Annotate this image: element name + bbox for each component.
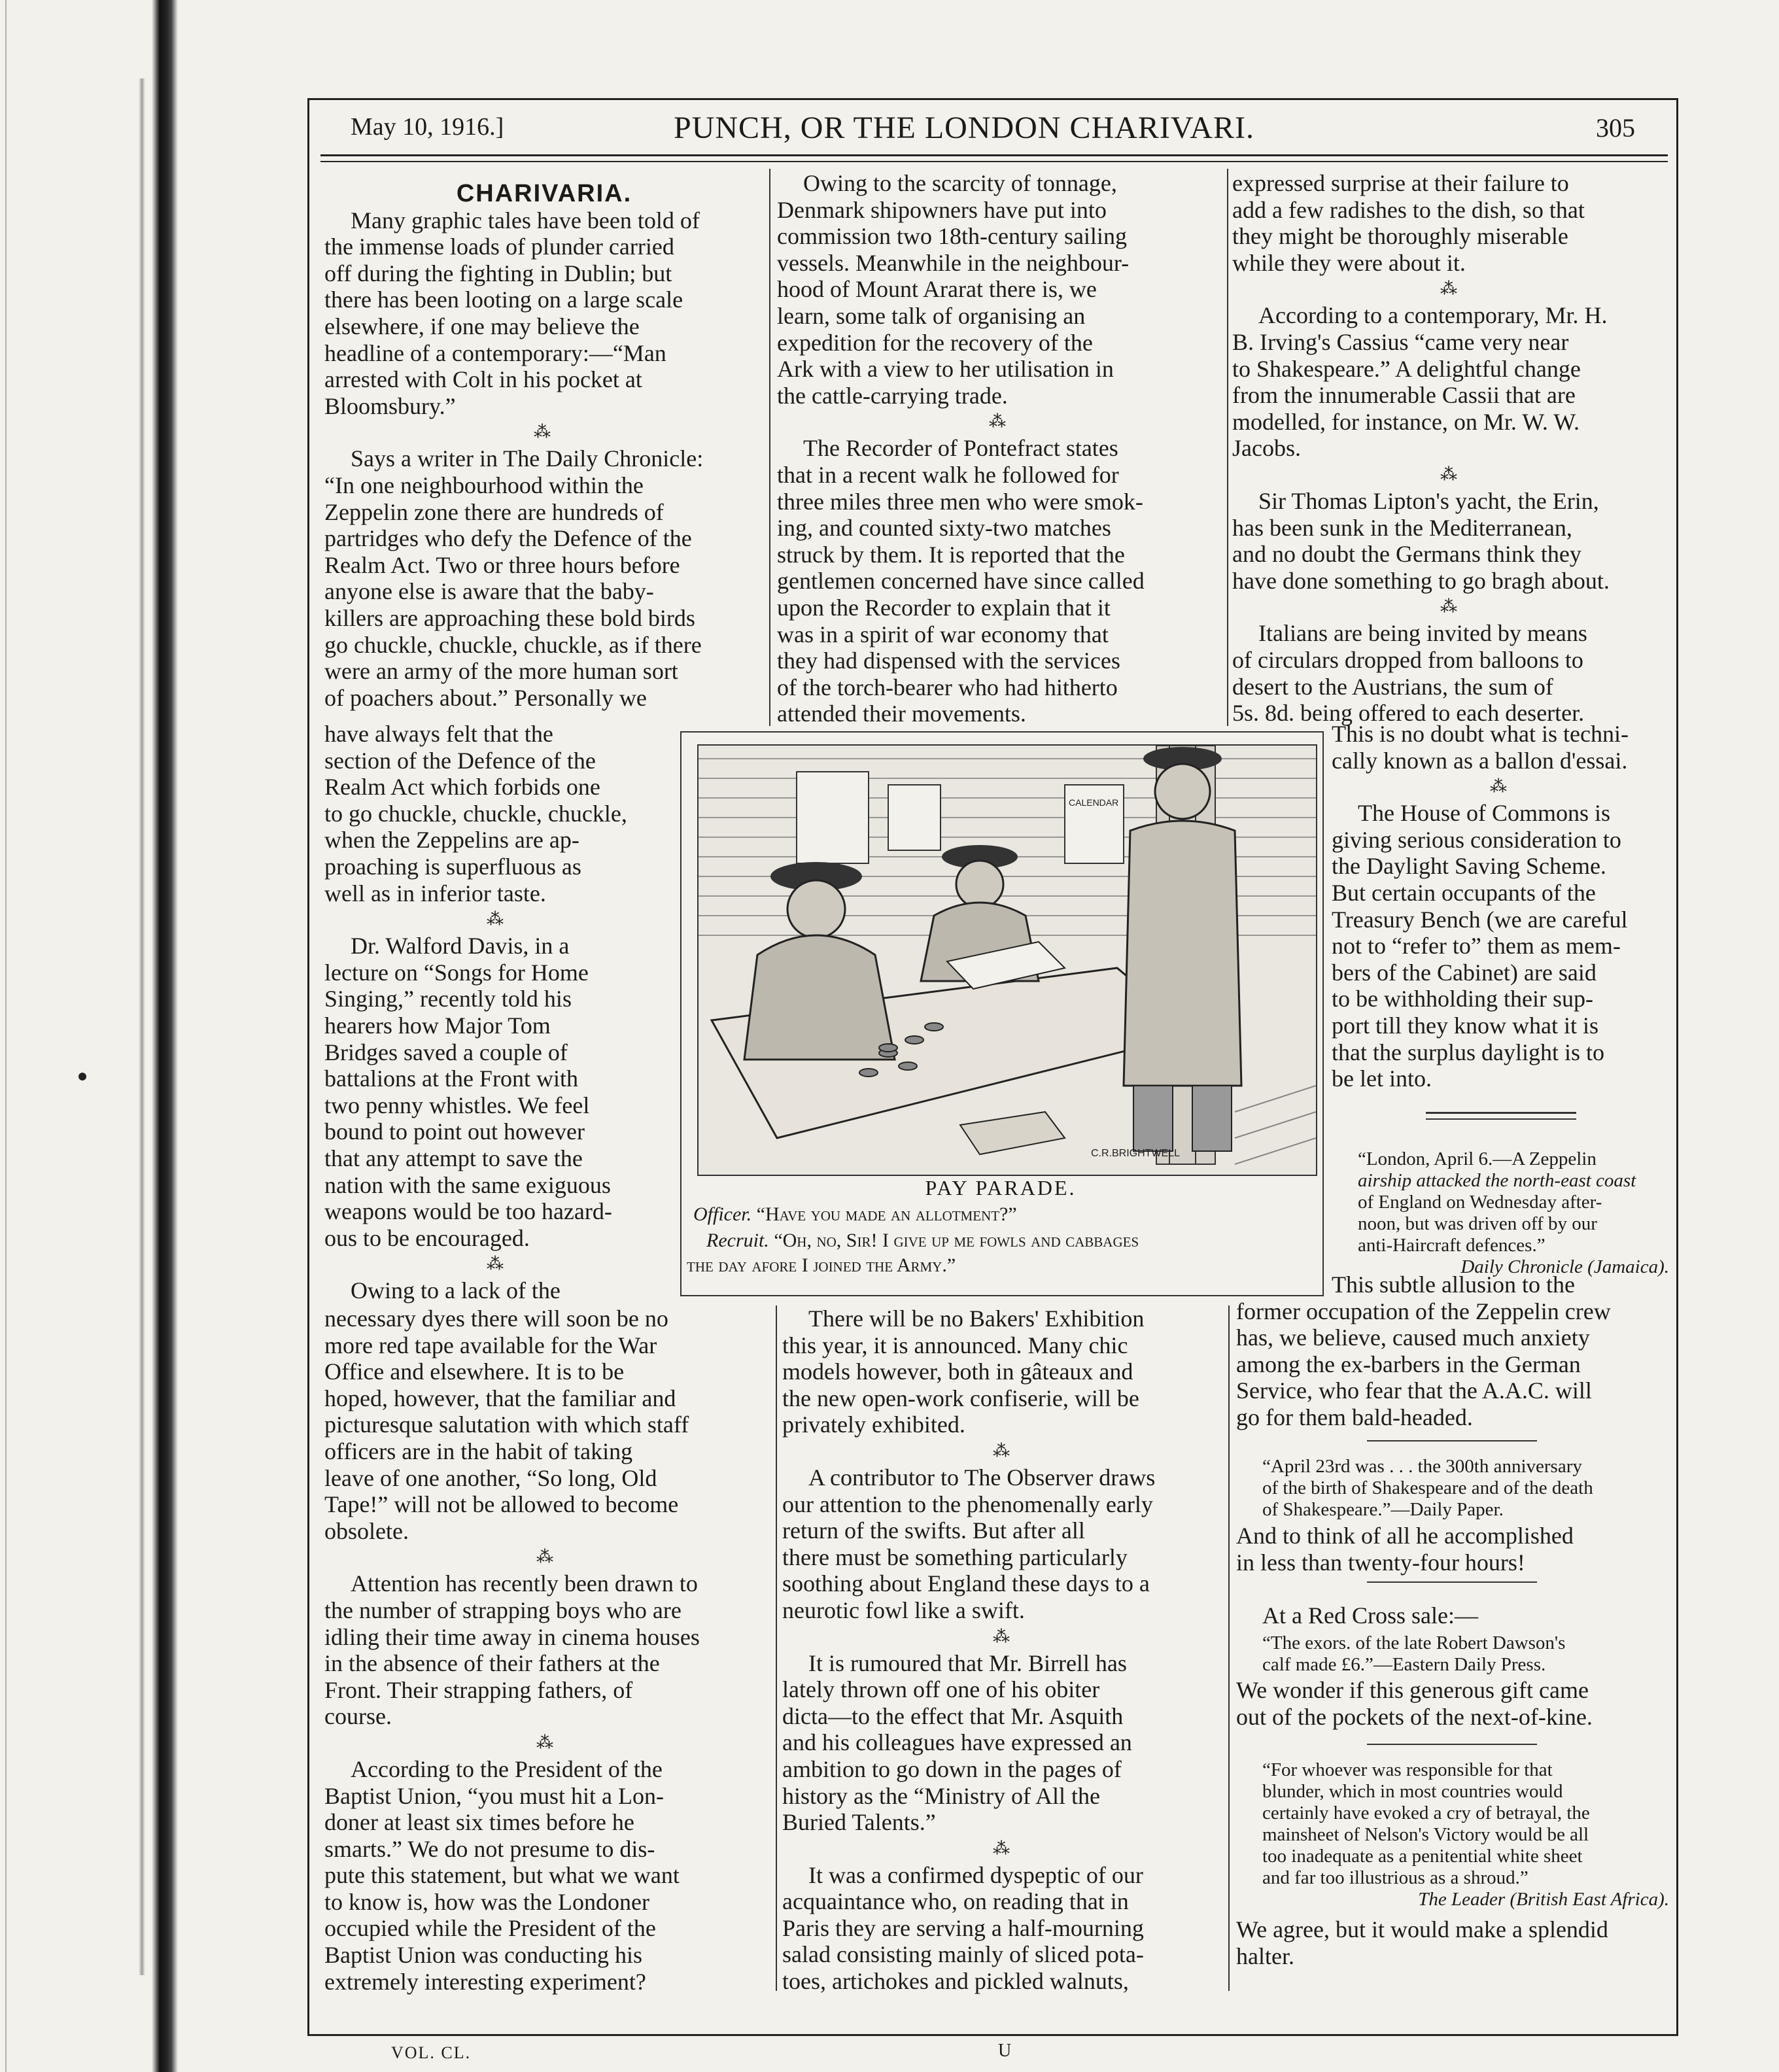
- line: hoped, however, that the familiar and: [324, 1385, 676, 1411]
- quote-line: certainly have evoked a cry of betrayal, the: [1262, 1803, 1590, 1823]
- item-walford-davis: [324, 933, 670, 1251]
- cartoon-caption-line-3: [687, 1254, 956, 1277]
- quote-line: and far too illustrious as a shroud.”: [1262, 1867, 1529, 1888]
- line: Says a writer in The Daily Chronicle:: [351, 445, 704, 472]
- page-edge-shadow: [5, 0, 7, 2072]
- quote-line: of Shakespeare.”—Daily Paper.: [1262, 1499, 1504, 1520]
- quote-source: Daily Chronicle (Jamaica).: [1460, 1256, 1669, 1277]
- cartoon-title: PAY PARADE.: [925, 1176, 1077, 1200]
- item-halter: [1236, 1916, 1669, 1969]
- line: leave of one another, “So long, Old: [324, 1464, 657, 1491]
- line: this year, it is announced. Many chic: [782, 1332, 1128, 1358]
- line: attended their movements.: [777, 700, 1026, 727]
- line: be let into.: [1332, 1065, 1432, 1092]
- item-daylight-saving: [1332, 800, 1669, 1092]
- line: arrested with Colt in his pocket at: [324, 366, 642, 393]
- line: port till they know what it is: [1332, 1012, 1598, 1039]
- line: was in a spirit of war economy that: [777, 621, 1109, 648]
- line: vessels. Meanwhile in the neighbour-: [777, 249, 1130, 276]
- line: Realm Act. Two or three hours before: [324, 551, 680, 578]
- line: “In one neighbourhood within the: [324, 472, 644, 498]
- header-rule-thin: [320, 161, 1668, 162]
- asterism: ⁂: [993, 1441, 1014, 1460]
- line: the immense loads of plunder carried: [324, 233, 674, 260]
- rule-short: [1367, 1440, 1537, 1442]
- line: Sir Thomas Lipton's yacht, the Erin,: [1258, 487, 1599, 514]
- quote-line: blunder, which in most countries would: [1262, 1781, 1563, 1802]
- line: of poachers about.” Personally we: [324, 684, 647, 711]
- line: According to the President of the: [351, 1755, 663, 1782]
- line: two penny whistles. We feel: [324, 1092, 590, 1118]
- line: Baptist Union, “you must hit a Lon-: [324, 1782, 664, 1809]
- line: It is rumoured that Mr. Birrell has: [808, 1649, 1127, 1676]
- line: extremely interesting experiment?: [324, 1968, 646, 1995]
- line: salad consisting mainly of sliced pota-: [782, 1941, 1144, 1968]
- column-rule-1-lower: [776, 1305, 777, 1991]
- cartoon-drawing: [699, 746, 1316, 1175]
- line: headline of a contemporary:—“Man: [324, 339, 666, 366]
- line: three miles three men who were smok-: [777, 488, 1143, 515]
- quote-line: too inadequate as a penitential white sheet: [1262, 1846, 1583, 1867]
- running-date: May 10, 1916.]: [351, 113, 504, 141]
- line: and no doubt the Germans think they: [1232, 541, 1581, 568]
- line: We wonder if this generous gift came: [1236, 1677, 1589, 1703]
- quote-line: calf made £6.”—Eastern Daily Press.: [1262, 1654, 1546, 1675]
- quote-source: The Leader (British East Africa).: [1418, 1889, 1669, 1910]
- line: the number of strapping boys who are: [324, 1597, 682, 1623]
- asterism: ⁂: [536, 1547, 557, 1567]
- line: bound to point out however: [324, 1118, 585, 1145]
- line: battalions at the Front with: [324, 1065, 578, 1092]
- line: and his colleagues have expressed an: [782, 1729, 1132, 1756]
- quote-line: of England on Wednesday after-: [1358, 1192, 1602, 1213]
- line: ing, and counted sixty-two matches: [777, 515, 1111, 542]
- header-rule: [320, 154, 1668, 156]
- speaker-officer: Officer.: [693, 1203, 752, 1225]
- quote-line: noon, but was driven off by our: [1358, 1213, 1597, 1234]
- section-heading: CHARIVARIA.: [456, 180, 632, 207]
- line: It was a confirmed dyspeptic of our: [808, 1861, 1143, 1888]
- asterism: ⁂: [993, 1839, 1014, 1858]
- line: former occupation of the Zeppelin crew: [1236, 1298, 1611, 1324]
- recruit-dialogue: “Oh, no, Sir! I give up me fowls and cabbages: [774, 1230, 1139, 1251]
- cartoon-illustration: [697, 744, 1317, 1176]
- line: We agree, but it would make a splendid: [1236, 1916, 1608, 1943]
- line: course.: [324, 1703, 392, 1730]
- punch-hole-mark: [78, 1073, 86, 1080]
- line: Denmark shipowners have put into: [777, 196, 1107, 223]
- running-title: PUNCH, OR THE LONDON CHARIVARI.: [674, 111, 1254, 145]
- double-rule-top: [1426, 1112, 1576, 1114]
- quote-dawson: [1236, 1632, 1669, 1676]
- column-1-lower: [324, 1305, 769, 1995]
- line: learn, some talk of organising an: [777, 302, 1086, 329]
- line: smarts.” We do not presume to dis-: [324, 1835, 655, 1862]
- line: Jacobs.: [1232, 435, 1301, 462]
- item-red-cross: [1236, 1602, 1669, 1629]
- line: that any attempt to save the: [324, 1145, 583, 1171]
- line: in less than twenty-four hours!: [1236, 1549, 1525, 1576]
- line: But certain occupants of the: [1332, 879, 1596, 906]
- line: from the innumerable Cassii that are: [1232, 382, 1576, 409]
- line: not to “refer to” them as mem-: [1332, 933, 1621, 959]
- line: section of the Defence of the: [324, 747, 596, 774]
- line: anyone else is aware that the baby-: [324, 578, 654, 605]
- quote-line: “London, April 6.—A Zeppelin: [1358, 1148, 1597, 1169]
- line: history as the “Ministry of All the: [782, 1782, 1100, 1809]
- column-rule-2-upper: [1227, 169, 1228, 726]
- item-italians: [1232, 620, 1669, 726]
- speaker-recruit: Recruit.: [706, 1230, 769, 1251]
- item-lipton: [1232, 488, 1669, 594]
- line: killers are approaching these bold birds: [324, 604, 695, 631]
- line: This is no doubt what is techni-: [1332, 721, 1629, 747]
- line: Attention has recently been drawn to: [351, 1570, 698, 1597]
- line: acquaintance who, on reading that in: [782, 1888, 1129, 1915]
- quote-line: of the birth of Shakespeare and of the death: [1262, 1477, 1593, 1498]
- line: models however, both in gâteaux and: [782, 1358, 1133, 1385]
- line: Dr. Walford Davis, in a: [351, 933, 570, 959]
- line: hood of Mount Ararat there is, we: [777, 276, 1097, 303]
- line: elsewhere, if one may believe the: [324, 313, 640, 339]
- line: privately exhibited.: [782, 1411, 965, 1438]
- line: that in a recent walk he followed for: [777, 461, 1119, 488]
- asterism: ⁂: [993, 1627, 1014, 1646]
- item-partridges: [324, 445, 764, 711]
- line: picturesque salutation with which staff: [324, 1411, 689, 1438]
- line: Treasury Bench (we are careful: [1332, 906, 1628, 933]
- line: At a Red Cross sale:—: [1262, 1602, 1478, 1629]
- line: of circulars dropped from balloons to: [1232, 646, 1583, 673]
- quote-line: anti-Haircraft defences.”: [1358, 1235, 1546, 1256]
- quote-zeppelin: [1332, 1148, 1669, 1278]
- line: while they were about it.: [1232, 249, 1466, 276]
- binding-shadow: [139, 78, 145, 1975]
- line: add a few radishes to the dish, so that: [1232, 196, 1585, 223]
- item-bakers: [782, 1305, 1224, 1438]
- line: Tape!” will not be allowed to become: [324, 1491, 679, 1518]
- column-3-upper: [1232, 170, 1669, 727]
- quote-line: “The exors. of the late Robert Dawson's: [1262, 1632, 1566, 1653]
- line: there must be something particularly: [782, 1544, 1128, 1570]
- rule-short: [1367, 1744, 1537, 1745]
- line: toes, artichokes and pickled walnuts,: [782, 1968, 1129, 1995]
- line: According to a contemporary, Mr. H.: [1258, 302, 1608, 329]
- line: well as in inferior taste.: [324, 880, 546, 907]
- asterism: ⁂: [989, 412, 1010, 432]
- frame-bottom-rule: [307, 2034, 1678, 2036]
- line: Service, who fear that the A.A.C. will: [1236, 1377, 1592, 1404]
- line: This subtle allusion to the: [1332, 1271, 1575, 1298]
- quote-line: “April 23rd was . . . the 300th anniversary: [1262, 1456, 1582, 1477]
- line: dicta—to the effect that Mr. Asquith: [782, 1702, 1124, 1729]
- quote-line: “For whoever was responsible for that: [1262, 1759, 1553, 1780]
- line: The Recorder of Pontefract states: [803, 435, 1118, 462]
- line: return of the swifts. But after all: [782, 1517, 1085, 1544]
- line: when the Zeppelins are ap-: [324, 827, 579, 854]
- line: 5s. 8d. being offered to each deserter.: [1232, 700, 1585, 727]
- line: obsolete.: [324, 1517, 409, 1544]
- line: doner at least six times before he: [324, 1809, 634, 1836]
- item-tonnage: [777, 170, 1222, 409]
- item-pontefract: [777, 435, 1222, 727]
- line: commission two 18th-century sailing: [777, 223, 1127, 250]
- item-next-of-kine: [1236, 1677, 1669, 1730]
- column-1-upper: [324, 181, 764, 711]
- asterism: ⁂: [487, 1254, 508, 1274]
- column-2-upper: [777, 170, 1222, 727]
- line: proaching is superfluous as: [324, 853, 581, 880]
- line: were an army of the more human sort: [324, 658, 678, 685]
- line: upon the Recorder to explain that it: [777, 594, 1111, 621]
- line: Owing to the scarcity of tonnage,: [803, 170, 1117, 196]
- line: of the torch-bearer who had hitherto: [777, 674, 1118, 700]
- line: has been sunk in the Mediterranean,: [1232, 514, 1572, 541]
- item-plunder: [324, 207, 764, 420]
- line: ambition to go down in the pages of: [782, 1755, 1122, 1782]
- line: lately thrown off one of his obiter: [782, 1676, 1100, 1703]
- line: A contributor to The Observer draws: [808, 1464, 1156, 1491]
- line: Owing to a lack of the: [351, 1277, 561, 1304]
- line: Many graphic tales have been told of: [351, 207, 700, 233]
- line: pute this statement, but what we want: [324, 1862, 680, 1889]
- cartoon-caption-line-1: [693, 1203, 1017, 1226]
- quote-line: mainsheet of Nelson's Victory would be all: [1262, 1824, 1589, 1845]
- line: have done something to go bragh about.: [1232, 567, 1610, 594]
- line: out of the pockets of the next-of-kine.: [1236, 1703, 1593, 1730]
- line: has, we believe, caused much anxiety: [1236, 1324, 1590, 1351]
- line: Singing,” recently told his: [324, 986, 572, 1012]
- line: to go chuckle, chuckle, chuckle,: [324, 800, 627, 827]
- line: ous to be encouraged.: [324, 1224, 530, 1251]
- line: go chuckle, chuckle, chuckle, as if there: [324, 631, 702, 658]
- column-1-narrow: [324, 721, 670, 1304]
- line: necessary dyes there will soon be no: [324, 1305, 668, 1332]
- line: to be withholding their sup-: [1332, 986, 1593, 1012]
- line: nation with the same exiguous: [324, 1171, 611, 1198]
- line: Front. Their strapping fathers, of: [324, 1676, 633, 1703]
- line: there has been looting on a large scale: [324, 286, 683, 313]
- line: Bloomsbury.”: [324, 392, 456, 419]
- line: Bridges saved a couple of: [324, 1039, 568, 1065]
- line: to Shakespeare.” A delightful change: [1232, 355, 1581, 382]
- item-swifts: [782, 1464, 1224, 1624]
- line: expressed surprise at their failure to: [1232, 170, 1569, 196]
- item-baptist-union: [324, 1756, 769, 1995]
- line: they had dispensed with the services: [777, 648, 1120, 674]
- line: to know is, how was the Londoner: [324, 1888, 649, 1915]
- line: in the absence of their fathers at the: [324, 1650, 660, 1677]
- line: bers of the Cabinet) are said: [1332, 959, 1597, 986]
- line: halter.: [1236, 1943, 1294, 1969]
- quote-shakespeare: [1236, 1456, 1669, 1521]
- line: lecture on “Songs for Home: [324, 959, 589, 986]
- asterism: ⁂: [1440, 279, 1461, 299]
- line: off during the fighting in Dublin; but: [324, 260, 672, 286]
- line: giving serious consideration to: [1332, 826, 1621, 853]
- line: Paris they are serving a half-mourning: [782, 1914, 1144, 1941]
- line: partridges who defy the Defence of the: [324, 525, 692, 552]
- line: the Daylight Saving Scheme.: [1332, 853, 1606, 880]
- line: gentlemen concerned have since called: [777, 568, 1145, 595]
- column-2-lower: [782, 1305, 1224, 1995]
- calendar-label: CALENDAR: [1069, 797, 1119, 808]
- officer-dialogue: “Have you made an allotment?”: [756, 1203, 1017, 1225]
- line: officers are in the habit of taking: [324, 1438, 633, 1464]
- asterism: ⁂: [1490, 777, 1511, 797]
- line: go for them bald-headed.: [1236, 1404, 1473, 1430]
- item-strapping-boys: [324, 1570, 769, 1730]
- rule-short: [1367, 1581, 1537, 1583]
- line: Realm Act which forbids one: [324, 774, 600, 801]
- line: There will be no Bakers' Exhibition: [808, 1305, 1145, 1332]
- line: And to think of all he accomplished: [1236, 1523, 1574, 1549]
- line: they might be thoroughly miserable: [1232, 223, 1568, 250]
- cartoon-caption-line-2: [706, 1230, 1139, 1252]
- double-rule-bottom: [1426, 1118, 1576, 1120]
- line: soothing about England these days to a: [782, 1570, 1150, 1597]
- line: our attention to the phenomenally early: [782, 1491, 1153, 1517]
- asterism: ⁂: [487, 910, 508, 929]
- asterism: ⁂: [1440, 597, 1461, 617]
- volume-mark: VOL. CL.: [391, 2043, 472, 2062]
- line: cally known as a ballon d'essai.: [1332, 747, 1628, 774]
- quote-nelson: [1236, 1759, 1669, 1910]
- line: hearers how Major Tom: [324, 1012, 551, 1039]
- signature-mark: U: [998, 2041, 1012, 2061]
- line: have always felt that the: [324, 721, 553, 747]
- item-shakespeare-comment: [1236, 1523, 1669, 1576]
- line: the new open-work confiserie, will be: [782, 1385, 1139, 1411]
- page-number: 305: [1596, 113, 1635, 143]
- asterism: ⁂: [536, 1733, 557, 1752]
- item-irving: [1232, 302, 1669, 462]
- line: Baptist Union was conducting his: [324, 1942, 642, 1969]
- line: struck by them. It is reported that the: [777, 541, 1125, 568]
- line: weapons would be too hazard-: [324, 1198, 612, 1225]
- line: The House of Commons is: [1358, 800, 1610, 827]
- line: Ark with a view to her utilisation in: [777, 356, 1114, 383]
- asterism: ⁂: [534, 423, 555, 442]
- line: Zeppelin zone there are hundreds of: [324, 498, 664, 525]
- line: the cattle-carrying trade.: [777, 382, 1008, 409]
- line: B. Irving's Cassius “came very near: [1232, 328, 1569, 355]
- line: occupied while the President of the: [324, 1915, 656, 1942]
- line: among the ex-barbers in the German: [1236, 1351, 1581, 1377]
- recruit-dialogue-cont: the day afore I joined the Army.”: [687, 1254, 956, 1276]
- quote-line: airship attacked the north-east coast: [1358, 1170, 1636, 1191]
- column-3-narrow: [1332, 721, 1669, 1092]
- item-dyspeptic: [782, 1862, 1224, 1995]
- line: that the surplus daylight is to: [1332, 1039, 1604, 1065]
- item-birrell: [782, 1650, 1224, 1836]
- artist-signature: C.R.BRIGHTWELL: [1091, 1148, 1181, 1159]
- binding-strip: [152, 0, 178, 2072]
- line: Italians are being invited by means: [1258, 620, 1587, 647]
- line: modelled, for instance, on Mr. W. W.: [1232, 408, 1580, 435]
- asterism: ⁂: [1440, 464, 1461, 484]
- line: desert to the Austrians, the sum of: [1232, 673, 1553, 700]
- line: neurotic fowl like a swift.: [782, 1597, 1025, 1623]
- line: idling their time away in cinema houses: [324, 1623, 700, 1650]
- line: Office and elsewhere. It is to be: [324, 1358, 625, 1385]
- column-rule-1-upper: [769, 169, 770, 726]
- line: expedition for the recovery of the: [777, 329, 1093, 356]
- column-rule-2-lower: [1228, 1305, 1230, 1991]
- line: more red tape available for the War: [324, 1332, 657, 1358]
- line: Buried Talents.”: [782, 1809, 936, 1836]
